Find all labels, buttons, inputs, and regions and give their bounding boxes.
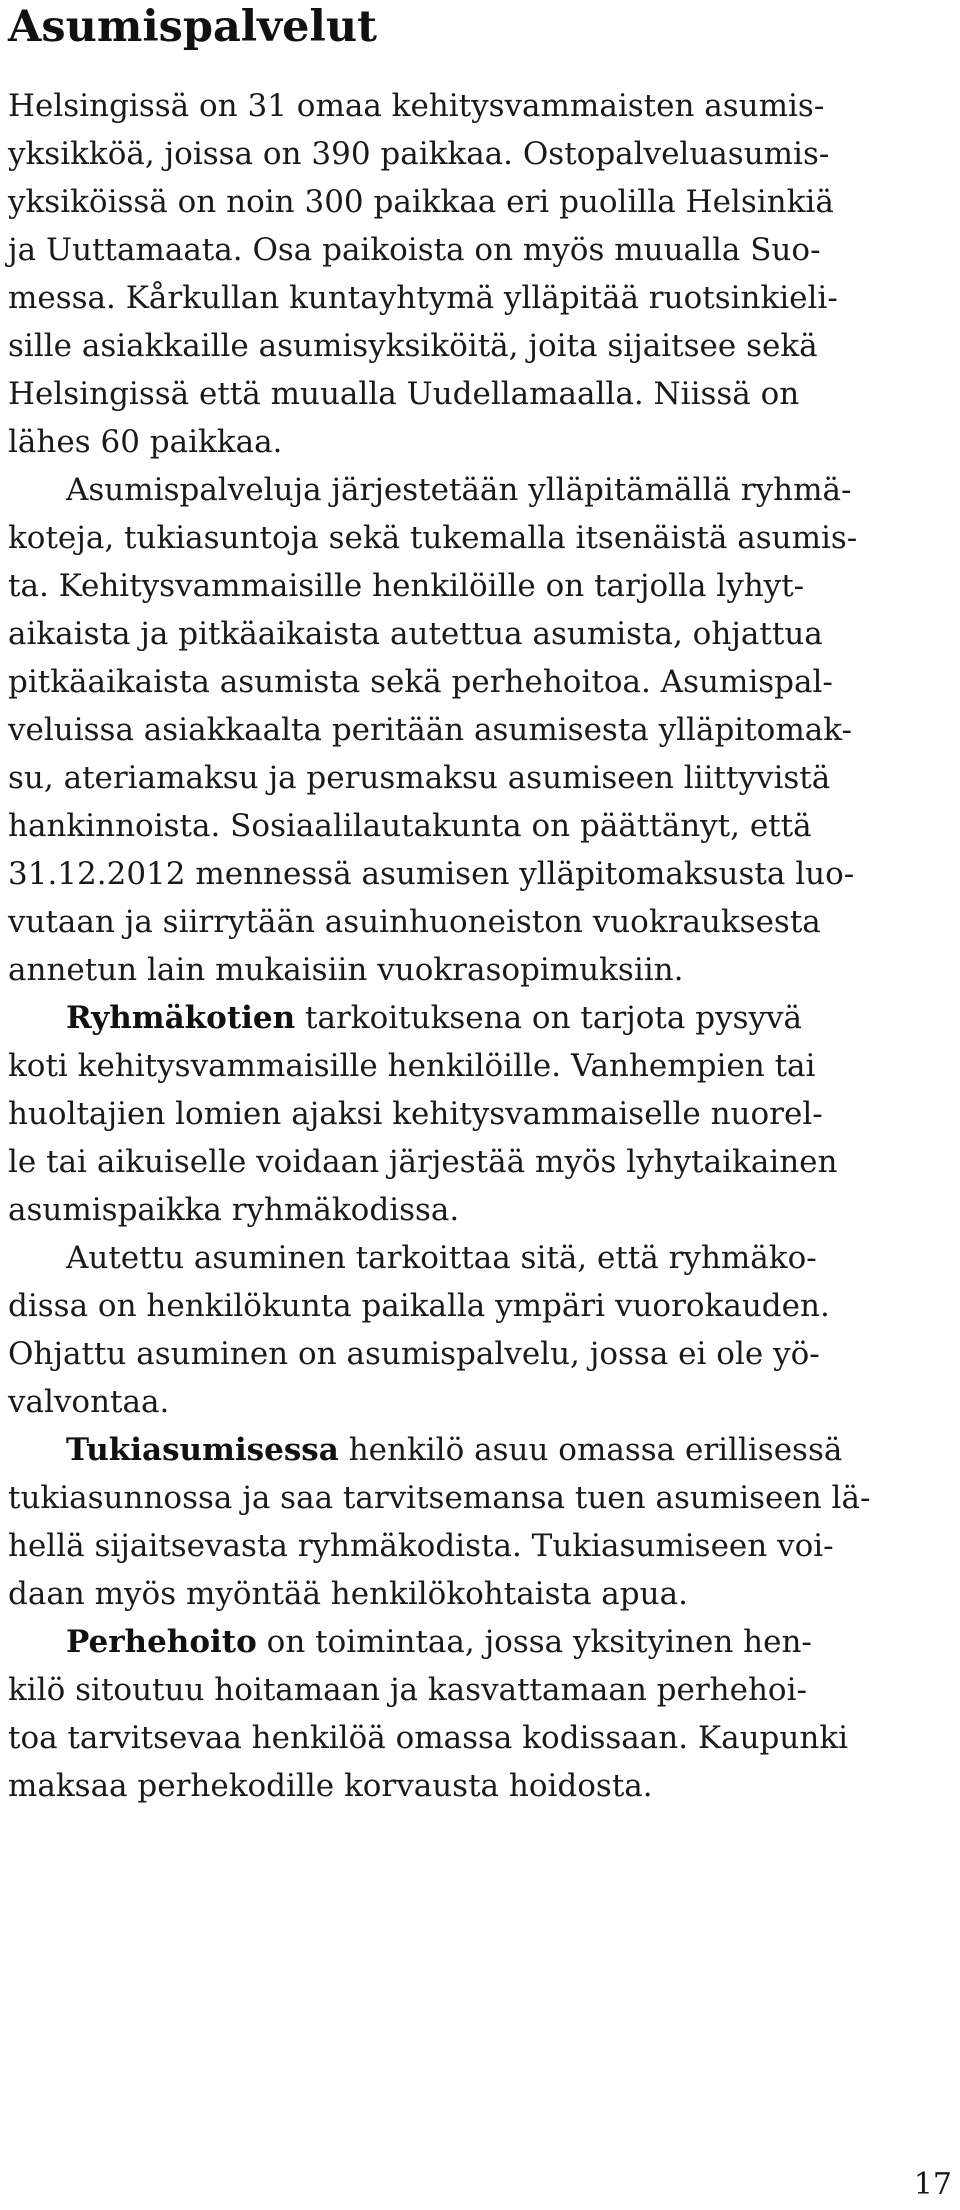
line-text: aikaista ja pitkäaikaista autettua asumista, ohjattua	[8, 616, 823, 652]
line-text: Helsingissä että muualla Uudellamaalla. Niissä on	[8, 376, 800, 412]
text-line	[8, 898, 952, 946]
text-line	[66, 466, 952, 514]
text-line	[8, 802, 952, 850]
page-number: 17	[913, 2167, 952, 2202]
bold-term: Ryhmäkotien	[66, 1000, 296, 1036]
line-text: hankinnoista. Sosiaalilautakunta on päättänyt, että	[8, 808, 812, 844]
line-text: valvontaa.	[8, 1384, 170, 1420]
line-text: su, ateriamaksu ja perusmaksu asumiseen liittyvistä	[8, 760, 831, 796]
text-line	[66, 1426, 952, 1474]
text-line	[8, 370, 952, 418]
text-line	[8, 1762, 653, 1810]
text-line	[8, 1138, 952, 1186]
text-line	[8, 1042, 952, 1090]
line-text: huoltajien lomien ajaksi kehitysvammaiselle nuorel-	[8, 1096, 823, 1132]
text-line	[8, 178, 952, 226]
text-line	[8, 706, 952, 754]
line-text: daan myös myöntää henkilökohtaista apua.	[8, 1576, 688, 1612]
line-text: koteja, tukiasuntoja sekä tukemalla itsenäistä asumis-	[8, 520, 858, 556]
line-text: ja Uuttamaata. Osa paikoista on myös muualla Suo-	[8, 232, 821, 268]
line-text: on toimintaa, jossa yksityinen hen-	[256, 1624, 812, 1660]
line-text: toa tarvitsevaa henkilöä omassa kodissaan. Kaupunki	[8, 1720, 849, 1756]
line-text: ta. Kehitysvammaisille henkilöille on tarjolla lyhyt-	[8, 568, 805, 604]
line-text: yksikköä, joissa on 390 paikkaa. Ostopalveluasumis-	[8, 136, 830, 172]
text-line	[8, 610, 952, 658]
text-line	[8, 130, 952, 178]
line-text: 31.12.2012 mennessä asumisen ylläpitomaksusta luo-	[8, 856, 855, 892]
line-text: yksiköissä on noin 300 paikkaa eri puolilla Helsinkiä	[8, 184, 834, 220]
line-text: sille asiakkaille asumisyksiköitä, joita sijaitsee sekä	[8, 328, 818, 364]
line-text: henkilö asuu omassa erillisessä	[338, 1432, 843, 1468]
text-line	[8, 1378, 169, 1426]
text-line	[8, 1714, 952, 1762]
text-line	[8, 274, 952, 322]
line-text: le tai aikuiselle voidaan järjestää myös lyhytaikainen	[8, 1144, 838, 1180]
text-line	[8, 1522, 952, 1570]
text-line	[8, 562, 952, 610]
text-line	[8, 946, 684, 994]
bold-term: Perhehoito	[66, 1624, 257, 1660]
text-line	[66, 1234, 952, 1282]
text-line	[66, 994, 952, 1042]
text-line	[8, 418, 282, 466]
line-text: Ohjattu asuminen on asumispalvelu, jossa ei ole yö-	[8, 1336, 820, 1372]
text-line	[8, 514, 952, 562]
line-text: pitkäaikaista asumista sekä perhehoitoa. Asumispal-	[8, 664, 833, 700]
line-text: Asumispalveluja järjestetään ylläpitämällä ryhmä-	[66, 472, 852, 508]
text-line	[8, 1282, 952, 1330]
text-line	[8, 850, 952, 898]
text-line	[8, 226, 952, 274]
text-line	[8, 1330, 952, 1378]
page-title: Asumispalvelut	[8, 2, 377, 52]
line-text: annetun lain mukaisiin vuokrasopimuksiin.	[8, 952, 684, 988]
text-line	[8, 1186, 459, 1234]
line-text: Helsingissä on 31 omaa kehitysvammaisten asumis-	[8, 88, 825, 124]
text-line	[8, 1474, 952, 1522]
line-text: tarkoituksena on tarjota pysyvä	[295, 1000, 802, 1036]
line-text: hellä sijaitsevasta ryhmäkodista. Tukiasumiseen voi-	[8, 1528, 834, 1564]
line-text: dissa on henkilökunta paikalla ympäri vuorokauden.	[8, 1288, 830, 1324]
text-line	[8, 1090, 952, 1138]
line-text: veluissa asiakkaalta peritään asumisesta ylläpitomak-	[8, 712, 852, 748]
text-line	[8, 82, 952, 130]
text-line	[8, 1666, 952, 1714]
text-line	[8, 754, 952, 802]
line-text: asumispaikka ryhmäkodissa.	[8, 1192, 460, 1228]
line-text: tukiasunnossa ja saa tarvitsemansa tuen asumiseen lä-	[8, 1480, 871, 1516]
line-text: messa. Kårkullan kuntayhtymä ylläpitää ruotsinkieli-	[8, 280, 838, 316]
text-line	[8, 658, 952, 706]
line-text: lähes 60 paikkaa.	[8, 424, 283, 460]
text-line	[8, 322, 952, 370]
line-text: kilö sitoutuu hoitamaan ja kasvattamaan perhehoi-	[8, 1672, 807, 1708]
bold-term: Tukiasumisessa	[66, 1432, 339, 1468]
text-line	[8, 1570, 688, 1618]
text-line	[66, 1618, 952, 1666]
line-text: Autettu asuminen tarkoittaa sitä, että ryhmäko-	[66, 1240, 817, 1276]
line-text: koti kehitysvammaisille henkilöille. Vanhempien tai	[8, 1048, 816, 1084]
line-text: vutaan ja siirrytään asuinhuoneiston vuokrauksesta	[8, 904, 821, 940]
line-text: maksaa perhekodille korvausta hoidosta.	[8, 1768, 653, 1804]
